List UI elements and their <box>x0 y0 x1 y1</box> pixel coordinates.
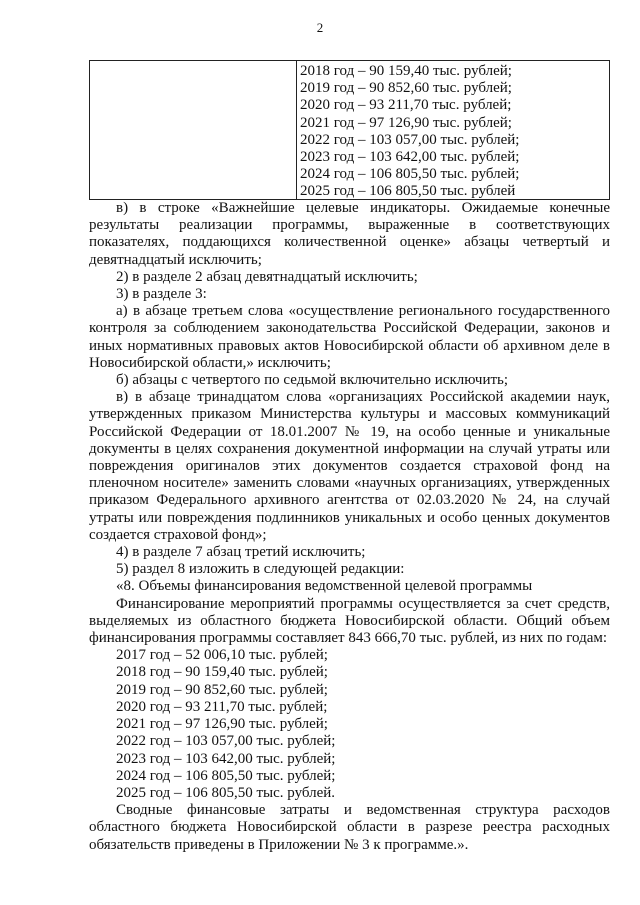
document-body <box>89 200 610 854</box>
paragraph: в) в строке «Важнейшие целевые индикаторы. Ожидаемые конечные результаты реализации программы, выраженные в соответствующих показателях, поддающихся количественной оценке» абзацы четвертый и девятнадцатый исключить; <box>89 200 610 268</box>
table-year-line: 2019 год – 90 852,60 тыс. рублей; <box>300 80 512 97</box>
year-line: 2025 год – 106 805,50 тыс. рублей. <box>116 784 336 801</box>
year-line: 2021 год – 97 126,90 тыс. рублей; <box>116 716 328 733</box>
table-year-line: 2021 год – 97 126,90 тыс. рублей; <box>300 114 512 131</box>
table-year-line: 2018 год – 90 159,40 тыс. рублей; <box>300 63 512 79</box>
table-year-line: 2025 год – 106 805,50 тыс. рублей <box>300 183 516 200</box>
year-line: 2018 год – 90 159,40 тыс. рублей; <box>116 664 328 681</box>
paragraph: Финансирование мероприятий программы осуществляется за счет средств, выделяемых из областного бюджета Новосибирской области. Общий объем финансирования программы составляет 843 666,70 тыс. рублей, из них по годам: <box>89 595 610 647</box>
paragraph: б) абзацы с четвертого по седьмой включительно исключить; <box>116 372 509 389</box>
paragraph: а) в абзаце третьем слова «осуществление регионального государственного контроля за соблюдением законодательства Российской Федерации, законов и иных нормативных правовых актов Новосибирской области об архивном деле в Новосибирской области,» исключить; <box>89 303 610 371</box>
year-line: 2022 год – 103 057,00 тыс. рублей; <box>116 733 336 750</box>
closing-paragraph: Сводные финансовые затраты и ведомственная структура расходов областного бюджета Новосибирской области в разрезе реестра расходных обязательств приведены в Приложении № 3 к программе.». <box>89 802 610 853</box>
financing-table <box>89 60 610 200</box>
paragraph: 5) раздел 8 изложить в следующей редакции: <box>116 561 405 578</box>
table-year-line: 2022 год – 103 057,00 тыс. рублей; <box>300 131 520 148</box>
paragraph: в) в абзаце тринадцатом слова «организациях Российской академии наук, утвержденных приказом Министерства культуры и массовых коммуникаций Российской Федерации от 18.01.2007 № 19, на особо ценные и уникальные документы в целях сохранения документной информации на случай утраты или повреждения оригиналов этих документов создается страховой фонд на пленочном носителе» заменить словами «научных организациях, утвержденных приказом Федерального архивного агентства от 02.03.2020 № 24, на случай утраты или повреждения подлинников уникальных и особо ценных документов создается страховой фонд»; <box>89 389 610 543</box>
year-line: 2024 год – 106 805,50 тыс. рублей; <box>116 767 336 784</box>
year-line: 2023 год – 103 642,00 тыс. рублей; <box>116 750 336 767</box>
table-right-cell <box>297 61 609 199</box>
table-year-line: 2024 год – 106 805,50 тыс. рублей; <box>300 166 520 183</box>
table-left-cell <box>90 61 297 199</box>
year-line: 2019 год – 90 852,60 тыс. рублей; <box>116 681 328 698</box>
paragraph: 3) в разделе 3: <box>116 286 207 303</box>
year-line: 2017 год – 52 006,10 тыс. рублей; <box>116 647 328 664</box>
page-number: 2 <box>316 20 324 35</box>
year-line: 2020 год – 93 211,70 тыс. рублей; <box>116 698 328 715</box>
table-year-line: 2023 год – 103 642,00 тыс. рублей; <box>300 149 520 166</box>
paragraph: 2) в разделе 2 абзац девятнадцатый исключить; <box>116 268 418 285</box>
paragraph: 4) в разделе 7 абзац третий исключить; <box>116 544 366 561</box>
table-year-line: 2020 год – 93 211,70 тыс. рублей; <box>300 97 512 114</box>
section-heading: «8. Объемы финансирования ведомственной целевой программы <box>116 578 533 595</box>
